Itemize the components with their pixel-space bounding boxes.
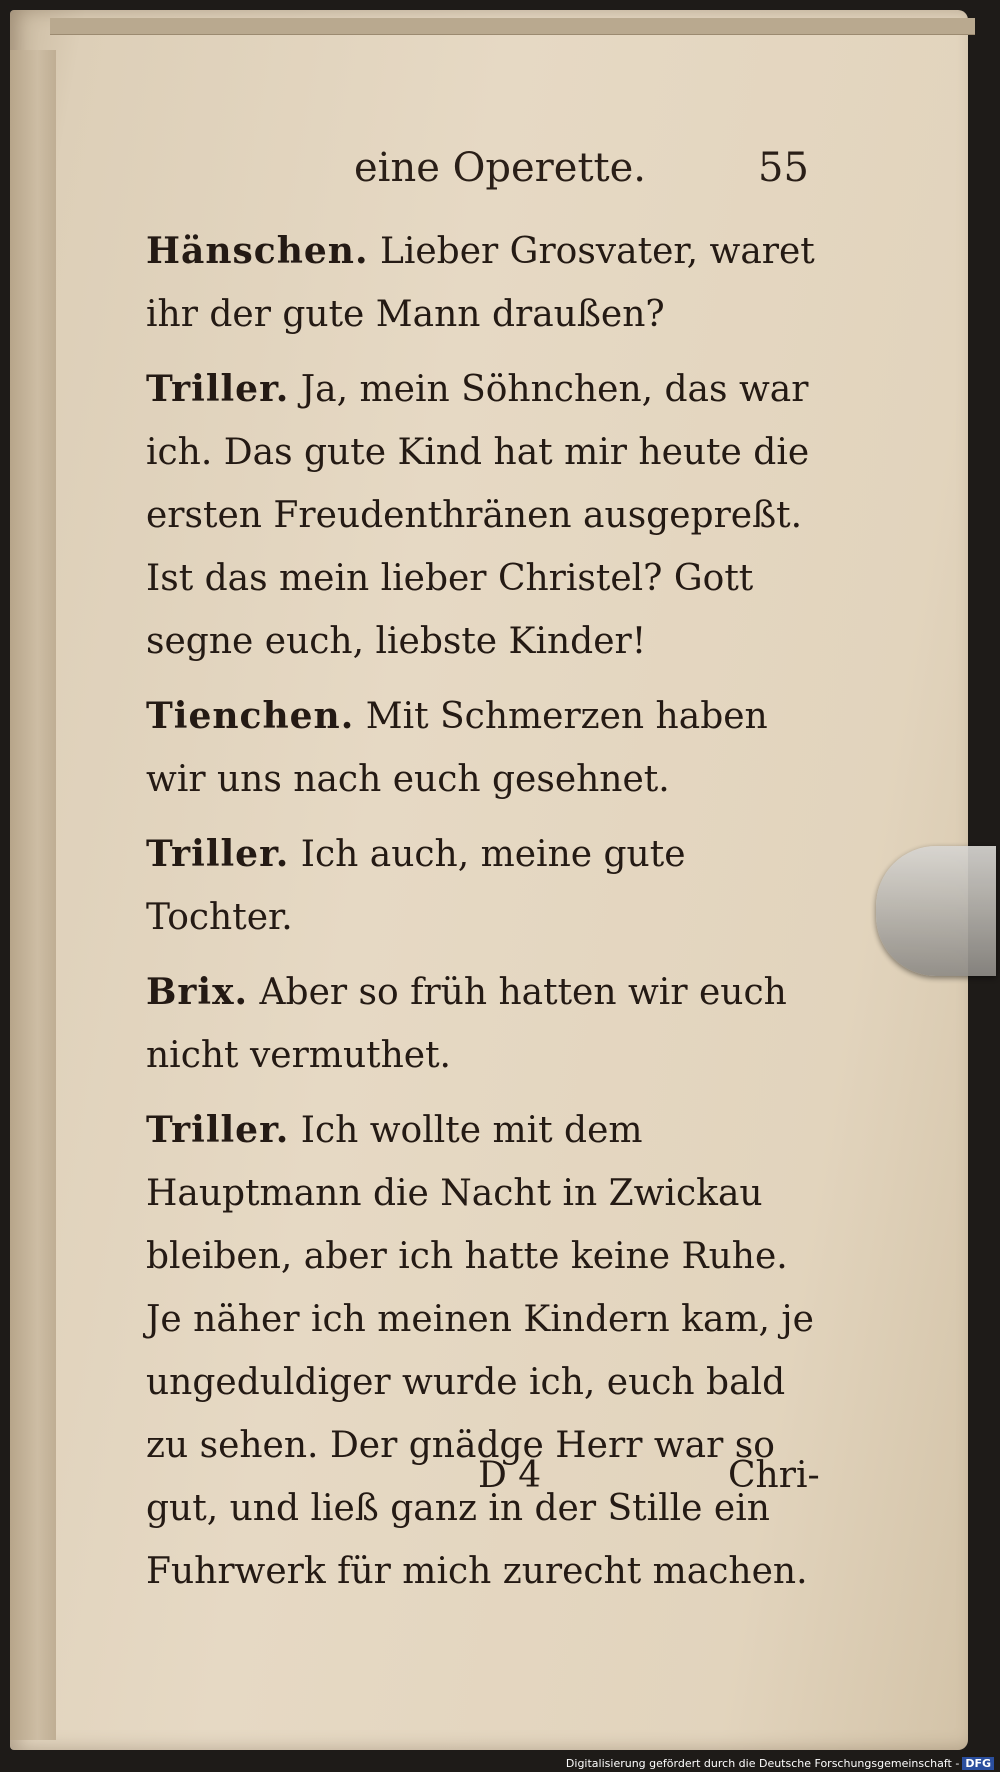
- dialogue-text: Aber so früh hatten wir euch nicht vermuthet.: [146, 972, 787, 1076]
- paragraph: [146, 961, 816, 1087]
- dialogue-text: Mit Schmerzen haben wir uns nach euch gesehnet.: [146, 696, 768, 800]
- signature-mark: D 4: [478, 1455, 542, 1496]
- catchword: Chri-: [728, 1455, 820, 1496]
- page-number: 55: [758, 145, 809, 191]
- facing-page-edge: [10, 50, 56, 1740]
- running-title: eine Operette.: [354, 145, 647, 191]
- dialogue-text: Ich wollte mit dem Hauptmann die Nacht in Zwickau bleiben, aber ich hatte keine Ruhe. Je näher ich meinen Kindern kam, je ungeduldiger wurde ich, euch bald zu sehen. Der gnädge Herr war so gut, und ließ ganz in der Stille ein Fuhrwerk für mich zurecht machen.: [146, 1110, 814, 1592]
- speaker-name: Triller.: [146, 1109, 290, 1151]
- running-head: [10, 130, 968, 190]
- body-text: [146, 220, 816, 1615]
- speaker-name: Brix.: [146, 971, 249, 1013]
- dfg-logo: DFG: [962, 1757, 994, 1770]
- dialogue-text: Lieber Grosvater, waret ihr der gute Mann draußen?: [146, 231, 815, 335]
- dialogue-text: Ich auch, meine gute Tochter.: [146, 834, 686, 938]
- paragraph: [146, 685, 816, 811]
- book-page: [10, 10, 968, 1750]
- paragraph: [146, 1099, 816, 1603]
- page-top-edge: [50, 18, 975, 35]
- speaker-name: Hänschen.: [146, 230, 369, 272]
- speaker-name: Tienchen.: [146, 695, 355, 737]
- paragraph: [146, 358, 816, 673]
- digitization-credit: [566, 1757, 994, 1770]
- credit-text: Digitalisierung gefördert durch die Deutsche Forschungsgemeinschaft -: [565, 1757, 960, 1770]
- glass-page-clip: [876, 846, 996, 976]
- speaker-name: Triller.: [146, 368, 290, 410]
- paragraph: [146, 220, 816, 346]
- paragraph: [146, 823, 816, 949]
- dialogue-text: Ja, mein Söhnchen, das war ich. Das gute Kind hat mir heute die ersten Freudenthränen ausgepreßt. Ist das mein lieber Christel? Gott segne euch, liebste Kinder!: [146, 369, 810, 662]
- speaker-name: Triller.: [146, 833, 290, 875]
